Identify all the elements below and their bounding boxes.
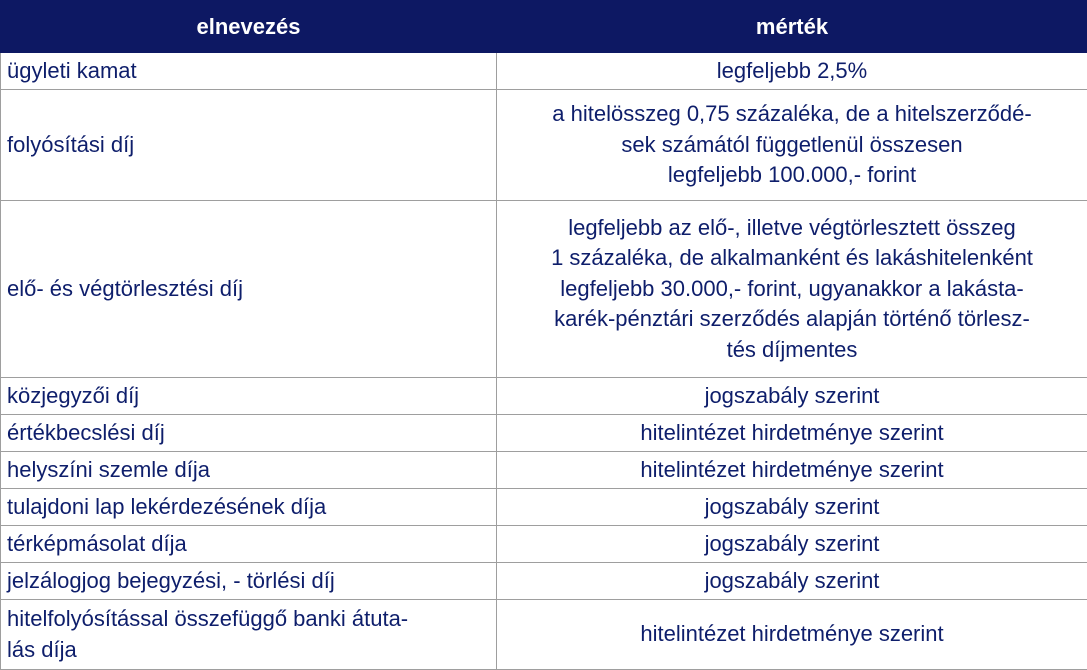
name-line: lás díja: [7, 636, 77, 662]
row-value: [497, 415, 1087, 452]
value-line: sek számától függetlenül összesen: [621, 131, 963, 157]
value-line: jogszabály szerint: [704, 530, 880, 556]
row-name: jelzálogjog bejegyzési, - törlési díj: [1, 563, 497, 600]
row-value: [497, 90, 1087, 201]
header-name: elnevezés: [1, 1, 497, 53]
row-value: [497, 378, 1087, 415]
value-line: hitelintézet hirdetménye szerint: [640, 456, 944, 482]
value-line: jogszabály szerint: [704, 493, 880, 519]
value-line: 1 százaléka, de alkalmanként és lakáshitelenként: [551, 245, 1033, 271]
row-name: tulajdoni lap lekérdezésének díja: [1, 489, 497, 526]
value-line: hitelintézet hirdetménye szerint: [640, 621, 944, 647]
table-row: [1, 415, 1087, 452]
name-line: hitelfolyósítással összefüggő banki átuta-: [7, 606, 409, 631]
value-line: jogszabály szerint: [704, 567, 880, 593]
value-line: legfeljebb 100.000,- forint: [667, 162, 917, 188]
table-row: [1, 452, 1087, 489]
row-name: ügyleti kamat: [1, 53, 497, 90]
table-row: [1, 563, 1087, 600]
value-line: tés díjmentes: [726, 336, 858, 362]
value-line: karék-pénztári szerződés alapján történő törlesz-: [554, 306, 1030, 332]
row-value: [497, 489, 1087, 526]
row-name: értékbecslési díj: [1, 415, 497, 452]
value-line: a hitelösszeg 0,75 százaléka, de a hitelszerződé-: [552, 101, 1032, 127]
table-row: [1, 201, 1087, 378]
value-line: jogszabály szerint: [704, 382, 880, 408]
row-value: [497, 563, 1087, 600]
row-value: [497, 201, 1087, 378]
table-row: [1, 378, 1087, 415]
value-line: hitelintézet hirdetménye szerint: [640, 419, 944, 445]
value-line: legfeljebb 30.000,- forint, ugyanakkor a lakásta-: [560, 275, 1024, 301]
table-row: [1, 90, 1087, 201]
row-value: [497, 53, 1087, 90]
table-row: [1, 600, 1087, 670]
header-value: mérték: [497, 1, 1087, 53]
table-row: [1, 489, 1087, 526]
row-name: [1, 600, 497, 670]
row-name: elő- és végtörlesztési díj: [1, 201, 497, 378]
row-value: [497, 600, 1087, 670]
row-name: helyszíni szemle díja: [1, 452, 497, 489]
value-line: legfeljebb 2,5%: [716, 57, 868, 83]
table-row: [1, 526, 1087, 563]
row-name: közjegyzői díj: [1, 378, 497, 415]
row-value: [497, 526, 1087, 563]
table-row: [1, 53, 1087, 90]
row-name: térképmásolat díja: [1, 526, 497, 563]
row-value: [497, 452, 1087, 489]
value-line: legfeljebb az elő-, illetve végtörlesztett összeg: [568, 214, 1016, 240]
header-row: [1, 1, 1087, 53]
row-name: folyósítási díj: [1, 90, 497, 201]
